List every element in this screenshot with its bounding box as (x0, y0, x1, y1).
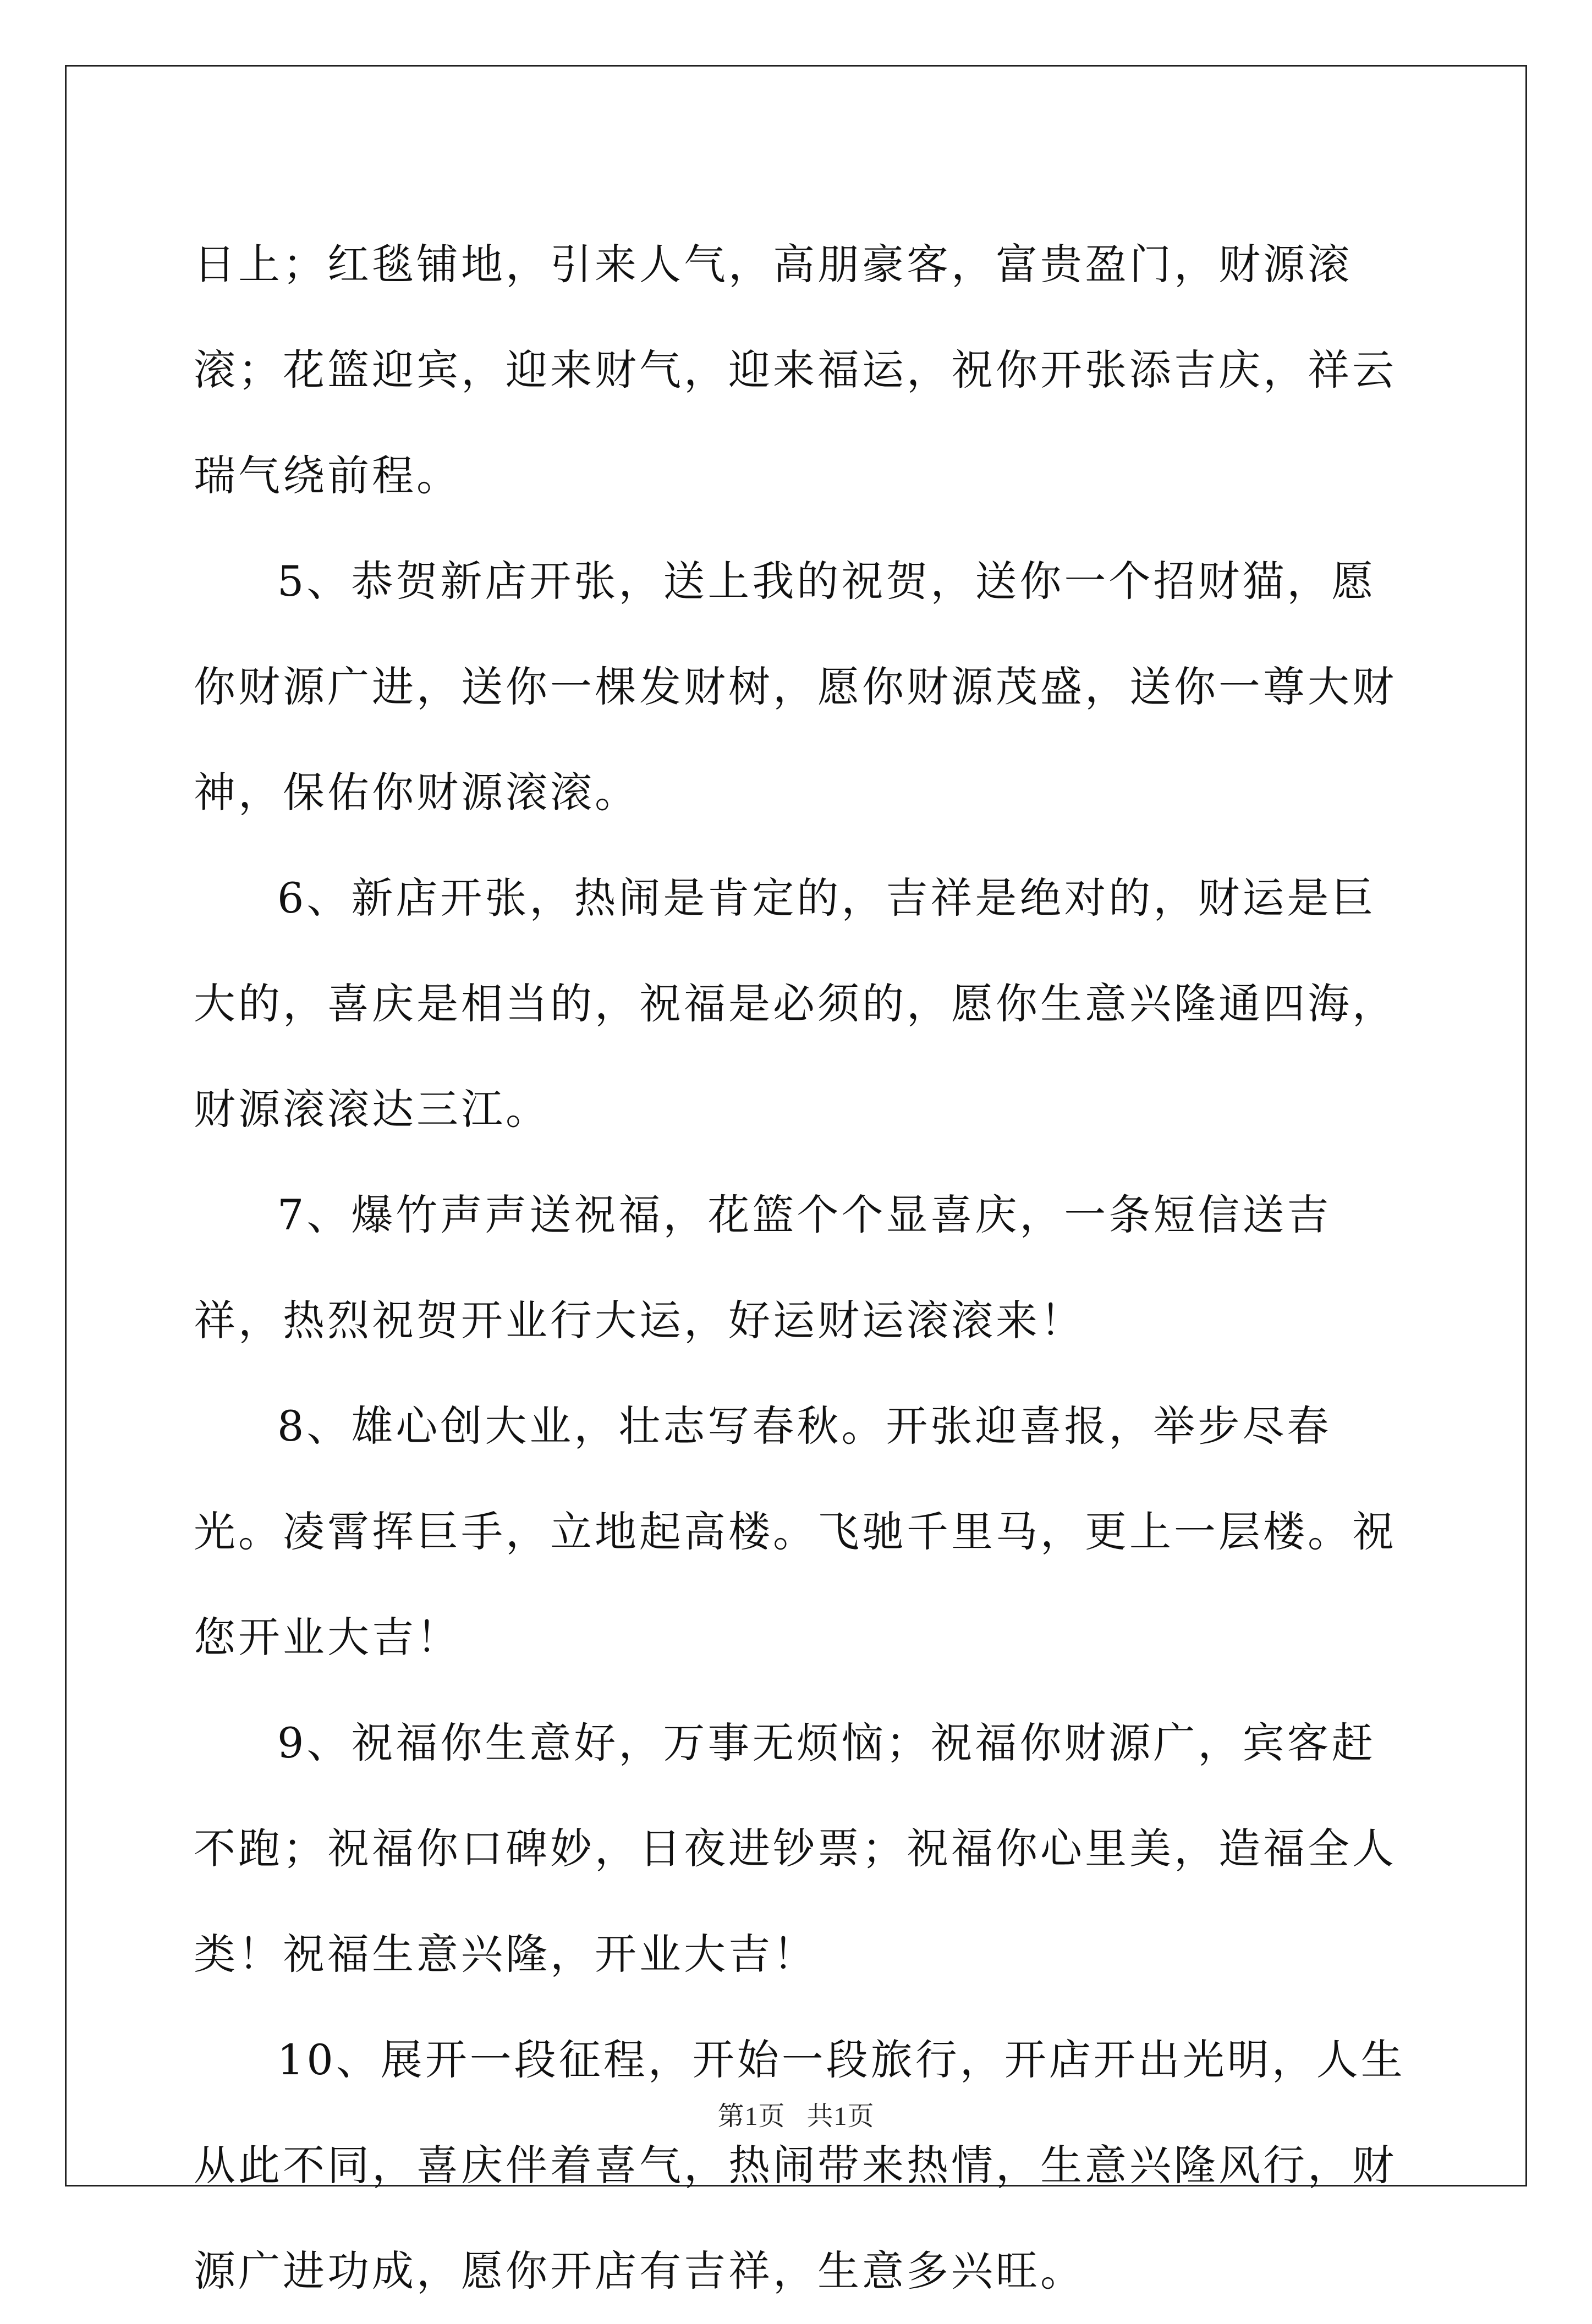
paragraph-item-8: 8、雄心创大业，壮志写春秋。开张迎喜报，举步尽春光。凌霄挥巨手，立地起高楼。飞驰千里马，更上一层楼。祝您开业大吉！ (194, 1402, 1397, 1662)
paragraph-item-7: 7、爆竹声声送祝福，花篮个个显喜庆，一条短信送吉祥，热烈祝贺开业行大运，好运财运滚滚来！ (194, 1190, 1332, 1345)
paragraph-item-10: 10、展开一段征程，开始一段旅行，开店开出光明，人生从此不同，喜庆伴着喜气，热闹带来热情，生意兴隆风行，财源广进功成，愿你开店有吉祥，生意多兴旺。 (194, 2035, 1406, 2295)
paragraph-item-6: 6、新店开张，热闹是肯定的，吉祥是绝对的，财运是巨大的，喜庆是相当的，祝福是必须的，愿你生意兴隆通四海，财源滚滚达三江。 (194, 873, 1397, 1134)
page-footer (0, 2095, 1592, 2133)
document-body (194, 212, 1409, 2324)
page-total: 共1页 (806, 2102, 875, 2131)
paragraph-item-9: 9、祝福你生意好，万事无烦恼；祝福你财源广，宾客赶不跑；祝福你口碑妙，日夜进钞票；祝福你心里美，造福全人类！祝福生意兴隆，开业大吉！ (194, 1718, 1397, 1979)
paragraph-item-5: 5、恭贺新店开张，送上我的祝贺，送你一个招财猫，愿你财源广进，送你一棵发财树，愿你财源茂盛，送你一尊大财神，保佑你财源滚滚。 (194, 557, 1397, 817)
paragraph-continuation: 日上；红毯铺地，引来人气，高朋豪客，富贵盈门，财源滚滚；花篮迎宾，迎来财气，迎来福运，祝你开张添吉庆，祥云瑞气绕前程。 (194, 240, 1397, 500)
page-number: 第1页 (717, 2102, 786, 2131)
